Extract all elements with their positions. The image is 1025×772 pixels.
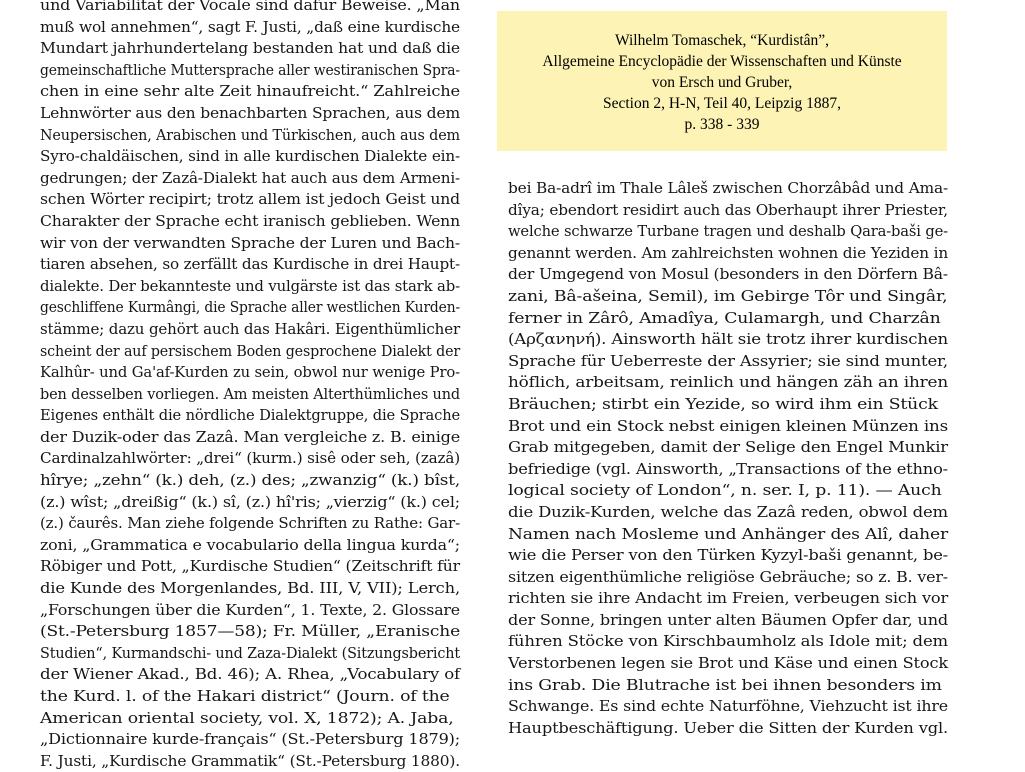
text-line: Mundart jahrhundertelang bestanden hat und daß die <box>40 39 460 58</box>
text-line: Schwange. Es sind echte Naturföhne, Viehzucht ist ihre <box>508 697 949 716</box>
text-line: Studien“, Kurmandschi- und Zaza-Dialekt (Sitzungsbericht <box>40 643 460 662</box>
text-line: der Umgegend von Mosul (besonders in den Dörfern Bâ- <box>508 265 949 284</box>
text-line: „Forschungen über die Kurden“, 1. Texte, 2. Glossare <box>40 600 460 619</box>
text-line: die Kunde des Morgenlandes, Bd. III, V, VII); Lerch, <box>40 579 460 598</box>
text-line: der Duzik-oder das Zazâ. Man vergleiche z. B. einige <box>40 427 461 446</box>
text-line: Namen nach Mosleme und Anhänger des Alî, daher <box>508 524 949 543</box>
citation-text <box>497 30 947 135</box>
text-line: Grab mitgegeben, damit der Selige den Engel Munkir <box>508 438 948 457</box>
caption-line: Section 2, H-N, Teil 40, Leipzig 1887, <box>603 95 841 112</box>
text-line: genannt werden. Am zahlreichsten wohnen die Yeziden in <box>508 243 948 262</box>
text-line: (Αρζανηνή). Ainsworth hält sie trotz ihrer kurdischen <box>508 330 949 349</box>
text-line: zani, Bâ-ašeina, Semil), im Gebirge Tôr und Singâr, <box>508 286 948 305</box>
text-line: Eigenes enthält die nördliche Dialektgruppe, die Sprache <box>40 406 461 425</box>
text-line: bei Ba-adrî im Thale Lâleš zwischen Chorzâbâd und Ama- <box>508 179 948 197</box>
right-scanned-column <box>496 176 950 737</box>
text-line: welche schwarze Turbane tragen und deshalb Qara-baši ge- <box>508 222 948 241</box>
caption-line: von Ersch und Gruber, <box>651 74 793 91</box>
text-line: dialekte. Der bekannteste und vulgärste ist das stark ab- <box>40 276 460 295</box>
text-line: Röbiger und Pott, „Kurdische Studien“ (Zeitschrift für <box>40 557 460 576</box>
text-line: der Sonne, bringen unter alten Bäumen Opfer dar, und <box>508 610 949 629</box>
text-line: zoni, „Grammatica e vocabulario della lingua kurda“; <box>40 535 460 554</box>
text-line: wie die Perser von den Türken Kyzyl-baši genannt, be- <box>508 546 949 565</box>
text-line: Sprache für Ueberreste der Assyrier; sie sind munter, <box>508 351 948 370</box>
text-line: chen in eine sehr alte Zeit hinaufreicht.“ Zahlreiche <box>40 82 460 101</box>
citation-caption <box>497 11 947 151</box>
left-scanned-column <box>0 0 472 770</box>
text-line: tiaren absehen, so zerfällt das Kurdische in drei Haupt- <box>40 255 460 274</box>
text-line: gemeinschaftliche Muttersprache aller westiranischen Spra- <box>40 60 460 79</box>
text-line: ferner in Zârô, Amadîya, Culamargh, und Charzân <box>508 308 941 327</box>
text-line: muß wol annehmen“, sagt F. Justi, „daß eine kurdische <box>40 17 461 36</box>
text-line: Brot und ein Stock nebst einigen kleinen Münzen ins <box>508 416 949 435</box>
text-line: die Duzik-Kurden, welche das Zazâ reden, obwol dem <box>508 502 949 521</box>
text-line: the Kurd. l. of the Hakari district“ (Journ. of the <box>40 687 450 705</box>
caption-line: Wilhelm Tomaschek, “Kurdistân”, <box>614 32 830 49</box>
text-line: (St.-Petersburg 1857—58); Fr. Müller, „Eranische <box>40 622 460 641</box>
text-line: Lehnwörter aus den benachbarten Sprachen, aus dem <box>40 103 460 122</box>
text-line: dîya; ebendort residirt auch das Oberhaupt ihrer Priester, <box>508 200 948 219</box>
text-line: hîrye; „zehn“ (k.) deh, (z.) des; „zwanzig“ (k.) bîst, <box>40 471 461 490</box>
text-line: geschliffene Kurmângi, die Sprache aller westlichen Kurden- <box>40 298 461 317</box>
text-line: gedrungen; der Zazâ-Dialekt hat auch aus dem Armeni- <box>40 168 461 187</box>
text-line: sitzen eigenthümliche religiöse Gebräuche; so z. B. ver- <box>508 567 949 586</box>
text-line: Bräuchen; stirbt ein Yezide, so wird ihm ein Stück <box>508 394 938 413</box>
left-column-text <box>40 0 495 772</box>
text-line: Verstorbenen legen sie Brot und Käse und einen Stock <box>508 654 949 673</box>
text-line: ben desselben vorliegen. Am meisten Alterthümliches und <box>40 384 460 403</box>
text-line: „Dictionnaire kurde-français“ (St.-Petersburg 1879); <box>40 730 461 749</box>
text-line: führen Stöcke von Kirschbaumholz als Idole mit; dem <box>508 632 949 651</box>
text-line: F. Justi, „Kurdische Grammatik“ (St.-Petersburg 1880). <box>40 751 460 770</box>
text-line: Cardinalzahlwörter: „drei“ (kurm.) sisê oder seh, (zazâ) <box>40 449 461 468</box>
text-line: der Wiener Akad., Bd. 46); A. Rhea, „Vocabulary of <box>40 665 461 684</box>
text-line: ins Grab. Die Blutrache ist bei ihnen besonders im <box>508 675 942 694</box>
text-line: höflich, arbeitsam, reinlich und hängen zäh an ihren <box>508 373 949 392</box>
text-line: Syro-chaldäischen, sind in alle kurdischen Dialekte ein- <box>40 147 461 166</box>
text-line: Charakter der Sprache echt iranisch geblieben. Wenn <box>40 211 461 230</box>
text-line: schen Wörter recipirt; trotz allem ist jedoch Geist und <box>40 190 461 209</box>
text-line: Kalhûr- und Ga'af-Kurden zu sein, obwol nur wenige Pro- <box>40 363 460 382</box>
text-line: scheint der auf persischem Boden gesprochene Dialekt der <box>40 341 461 360</box>
text-line: stämme; dazu gehört auch das Hakâri. Eigenthümlicher <box>40 319 460 338</box>
text-line: wir von der verwandten Sprache der Luren und Bach- <box>40 233 461 252</box>
text-line: (z.) wîst; „dreißig“ (k.) sî, (z.) hî'ris; „vierzig“ (k.) cel; <box>40 492 461 511</box>
caption-line: p. 338 - 339 <box>684 116 760 133</box>
text-line: (z.) čaurês. Man ziehe folgende Schriften zu Rathe: Gar- <box>40 514 460 533</box>
text-line: richten sie ihre Andacht im Freien, verbeugen sich vor <box>508 589 949 608</box>
text-line: Hauptbeschäftigung. Ueber die Sitten der Kurden vgl. <box>508 718 948 737</box>
caption-line: Allgemeine Encyclopädie der Wissenschaften und Künste <box>542 53 902 70</box>
text-line: Neupersischen, Arabischen und Türkischen, auch aus dem <box>40 125 460 144</box>
text-line: befriedige (vgl. Ainsworth, „Transactions of the ethno- <box>508 459 949 478</box>
text-line: und Variabilität der Vocale sind dafür Beweise. „Man <box>40 0 460 14</box>
right-column-text <box>508 178 957 739</box>
text-line: American oriental society, vol. X, 1872); A. Jaba, <box>40 708 454 727</box>
text-line: logical society of London“, n. ser. I, p. 11). — Auch <box>508 481 942 500</box>
